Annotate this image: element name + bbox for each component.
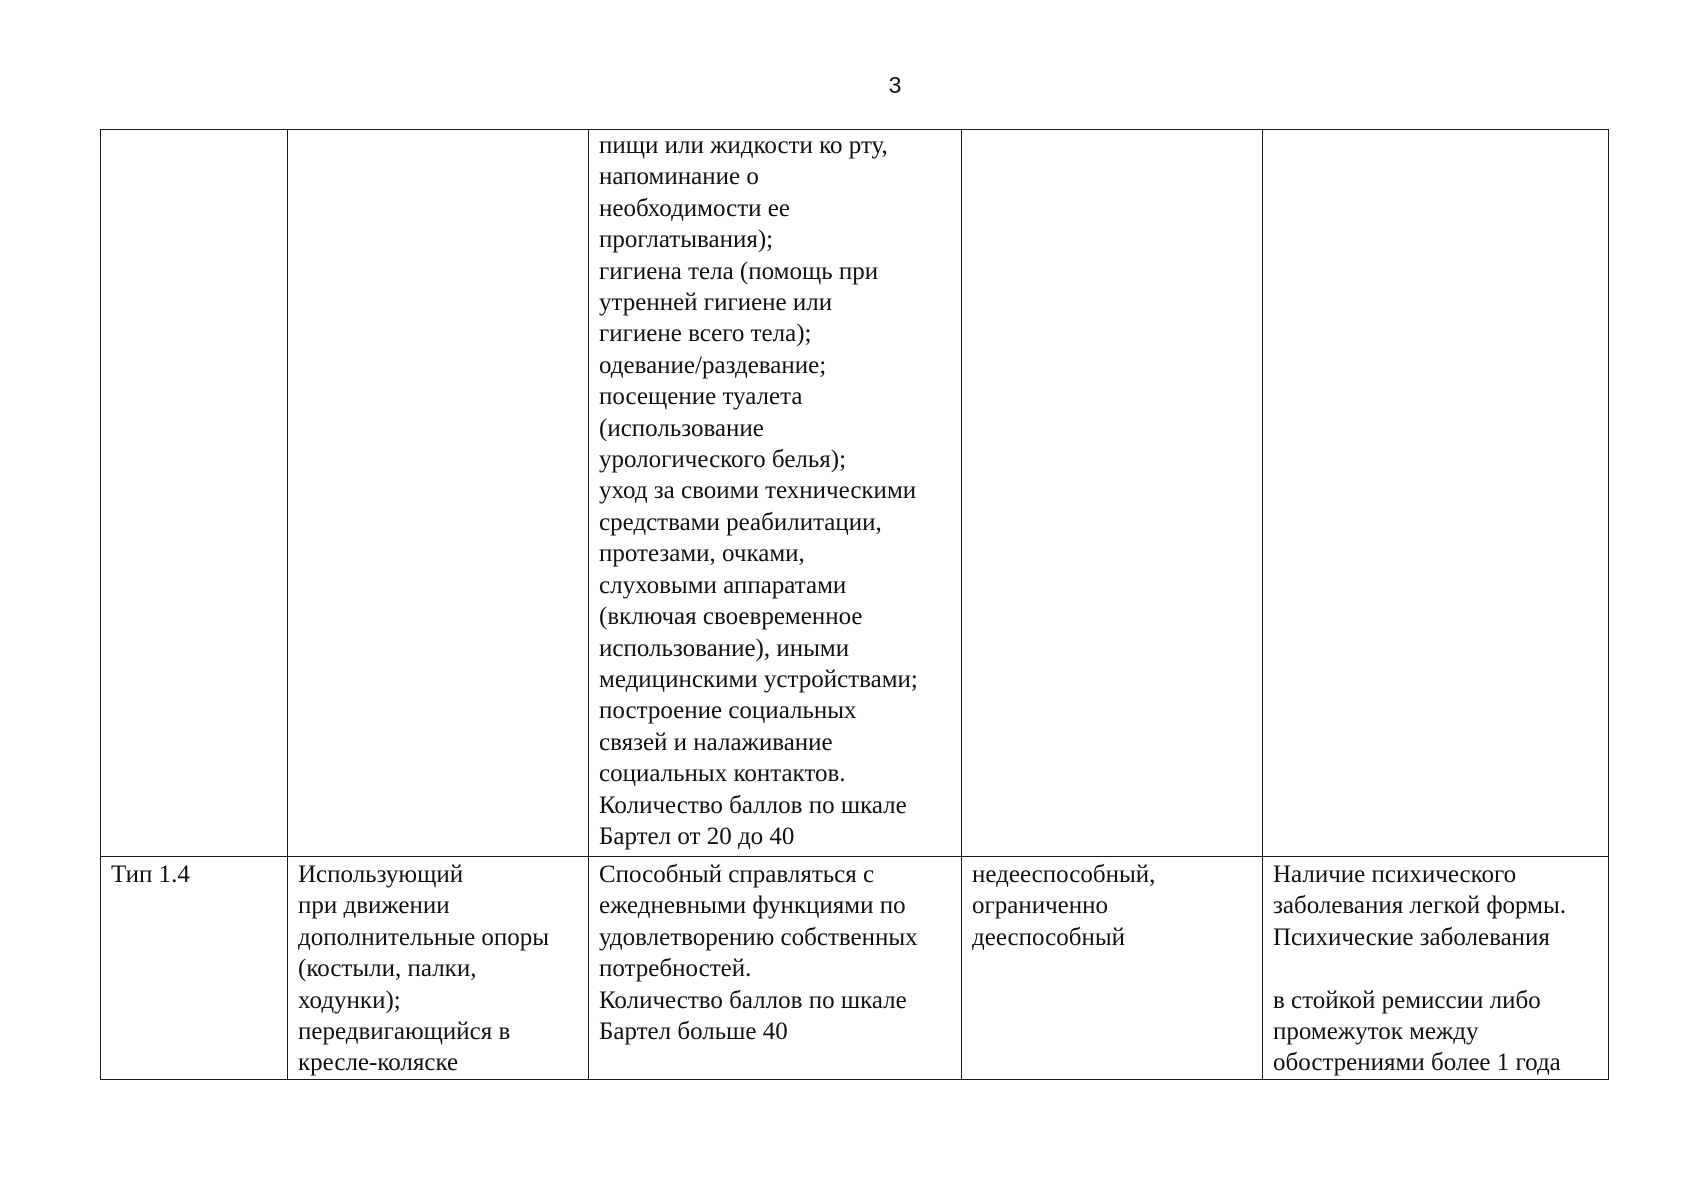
self-care-cell: Способный справляться с ежедневными функциями по удовлетворению собственных потребностей. Количество баллов по шкале Бартел больше 40 xyxy=(589,857,962,1080)
mental-health-cell: Наличие психического заболевания легкой формы. Психические заболевания в стойкой ремиссии либо промежуток между обострениями более 1 года xyxy=(1263,857,1609,1080)
legal-capacity-cell xyxy=(962,130,1263,857)
type-cell: Тип 1.4 xyxy=(101,857,288,1080)
page-number: 3 xyxy=(888,72,902,98)
type-cell xyxy=(101,130,288,857)
self-care-cell: пищи или жидкости ко рту, напоминание о необходимости ее проглатывания); гигиена тела (помощь при утренней гигиене или гигиене всего тела); одевание/раздевание; посещение туалета (использование урологического белья); уход за своими техническими средствами реабилитации, протезами, очками, слуховыми аппаратами (включая своевременное использование), иными медицинскими устройствами; построение социальных связей и налаживание социальных контактов. Количество баллов по шкале Бартел от 20 до 40 xyxy=(589,130,962,857)
legal-capacity-cell: недееспособный, ограниченно дееспособный xyxy=(962,857,1263,1080)
mental-health-cell xyxy=(1263,130,1609,857)
table-row xyxy=(101,857,1609,1080)
care-type-table xyxy=(100,129,1609,1080)
table-row xyxy=(101,130,1609,857)
mobility-cell: Использующий при движении дополнительные опоры (костыли, палки, ходунки); передвигающийся в кресле-коляске xyxy=(288,857,589,1080)
mobility-cell xyxy=(288,130,589,857)
